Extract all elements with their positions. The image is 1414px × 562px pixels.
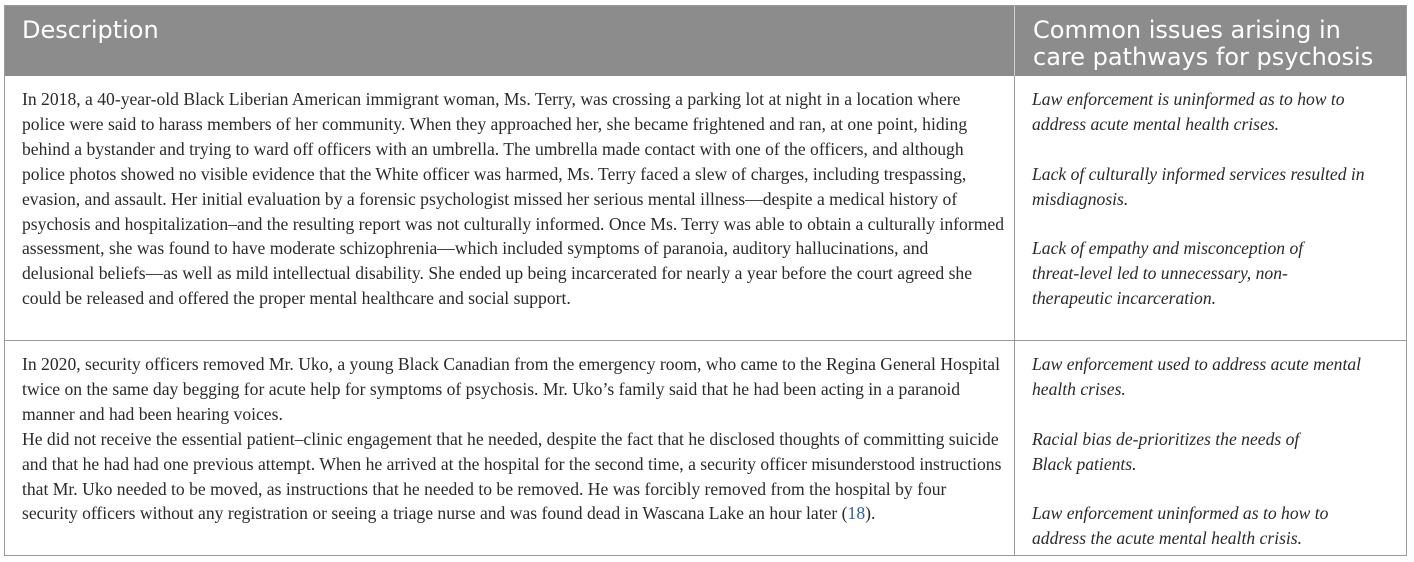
row2-description-text-1: In 2020, security officers removed Mr. Uko, a young Black Canadian from the emergency room, who came to the Regina General Hospital twice on the same day begging for acute help for symptoms of psychosis. Mr. Uko’s family said that he had been acting in a paranoid manner and had been hearing voices.	[22, 354, 1000, 424]
issue-item: Lack of culturally informed services resulted in misdiagnosis.	[1032, 163, 1365, 209]
row1-description	[5, 76, 1014, 340]
row1-issues	[1014, 76, 1406, 340]
header-issues	[1014, 6, 1406, 76]
issue-item: Law enforcement is uninformed as to how to address acute mental health crises.	[1032, 89, 1345, 134]
row2-description	[5, 340, 1014, 555]
issue-item: Law enforcement uninformed as to how to address the acute mental health crisis.	[1032, 503, 1329, 549]
header-issues-label: Common issues arising in care pathways for psychosis	[1033, 16, 1374, 71]
row2-issues	[1014, 340, 1406, 555]
header-description: Description	[5, 6, 1014, 76]
row2-description-text-2	[22, 427, 1004, 527]
issue-item: Law enforcement used to address acute mental health crises.	[1032, 354, 1362, 399]
reference-link[interactable]: 18	[847, 503, 866, 524]
issue-item: Lack of empathy and misconception of threat-level led to unnecessary, non-therapeutic incarceration.	[1032, 238, 1304, 309]
issue-item: Racial bias de-prioritizes the needs of Black patients.	[1032, 428, 1300, 474]
row2-description-tail: ).	[865, 503, 876, 524]
row2-description-body: He did not receive the essential patient–clinic engagement that he needed, despite the fact that he disclosed thoughts of committing suicide and that he had had one previous attempt. When he arrived at the hospital for the second time, a security officer misunderstood instructions that Mr. Uko needed to be moved, as instructions that he needed to be removed. He was forcibly removed from the hospital by four security officers without any registration or seeing a triage nurse and was found dead in Wascana Lake an hour later (	[22, 428, 1002, 524]
case-table	[4, 5, 1407, 556]
row1-description-text: In 2018, a 40-year-old Black Liberian American immigrant woman, Ms. Terry, was crossing a parking lot at night in a location where police were said to harass members of her community. When they approached her, she became frightened and ran, at one point, hiding behind a bystander and trying to ward off officers with an umbrella. The umbrella made contact with one of the officers, and although police photos showed no visible evidence that the White officer was harmed, Ms. Terry faced a slew of charges, including trespassing, evasion, and assault. Her initial evaluation by a forensic psychologist missed her serious mental illness—despite a medical history of psychosis and hospitalization–and the resulting report was not culturally informed. Once Ms. Terry was able to obtain a culturally informed assessment, she was found to have moderate schizophrenia—which included symptoms of paranoia, auditory hallucinations, and delusional beliefs—as well as mild intellectual disability. She ended up being incarcerated for nearly a year before the court agreed she could be released and offered the proper mental healthcare and social support.	[22, 89, 1004, 309]
